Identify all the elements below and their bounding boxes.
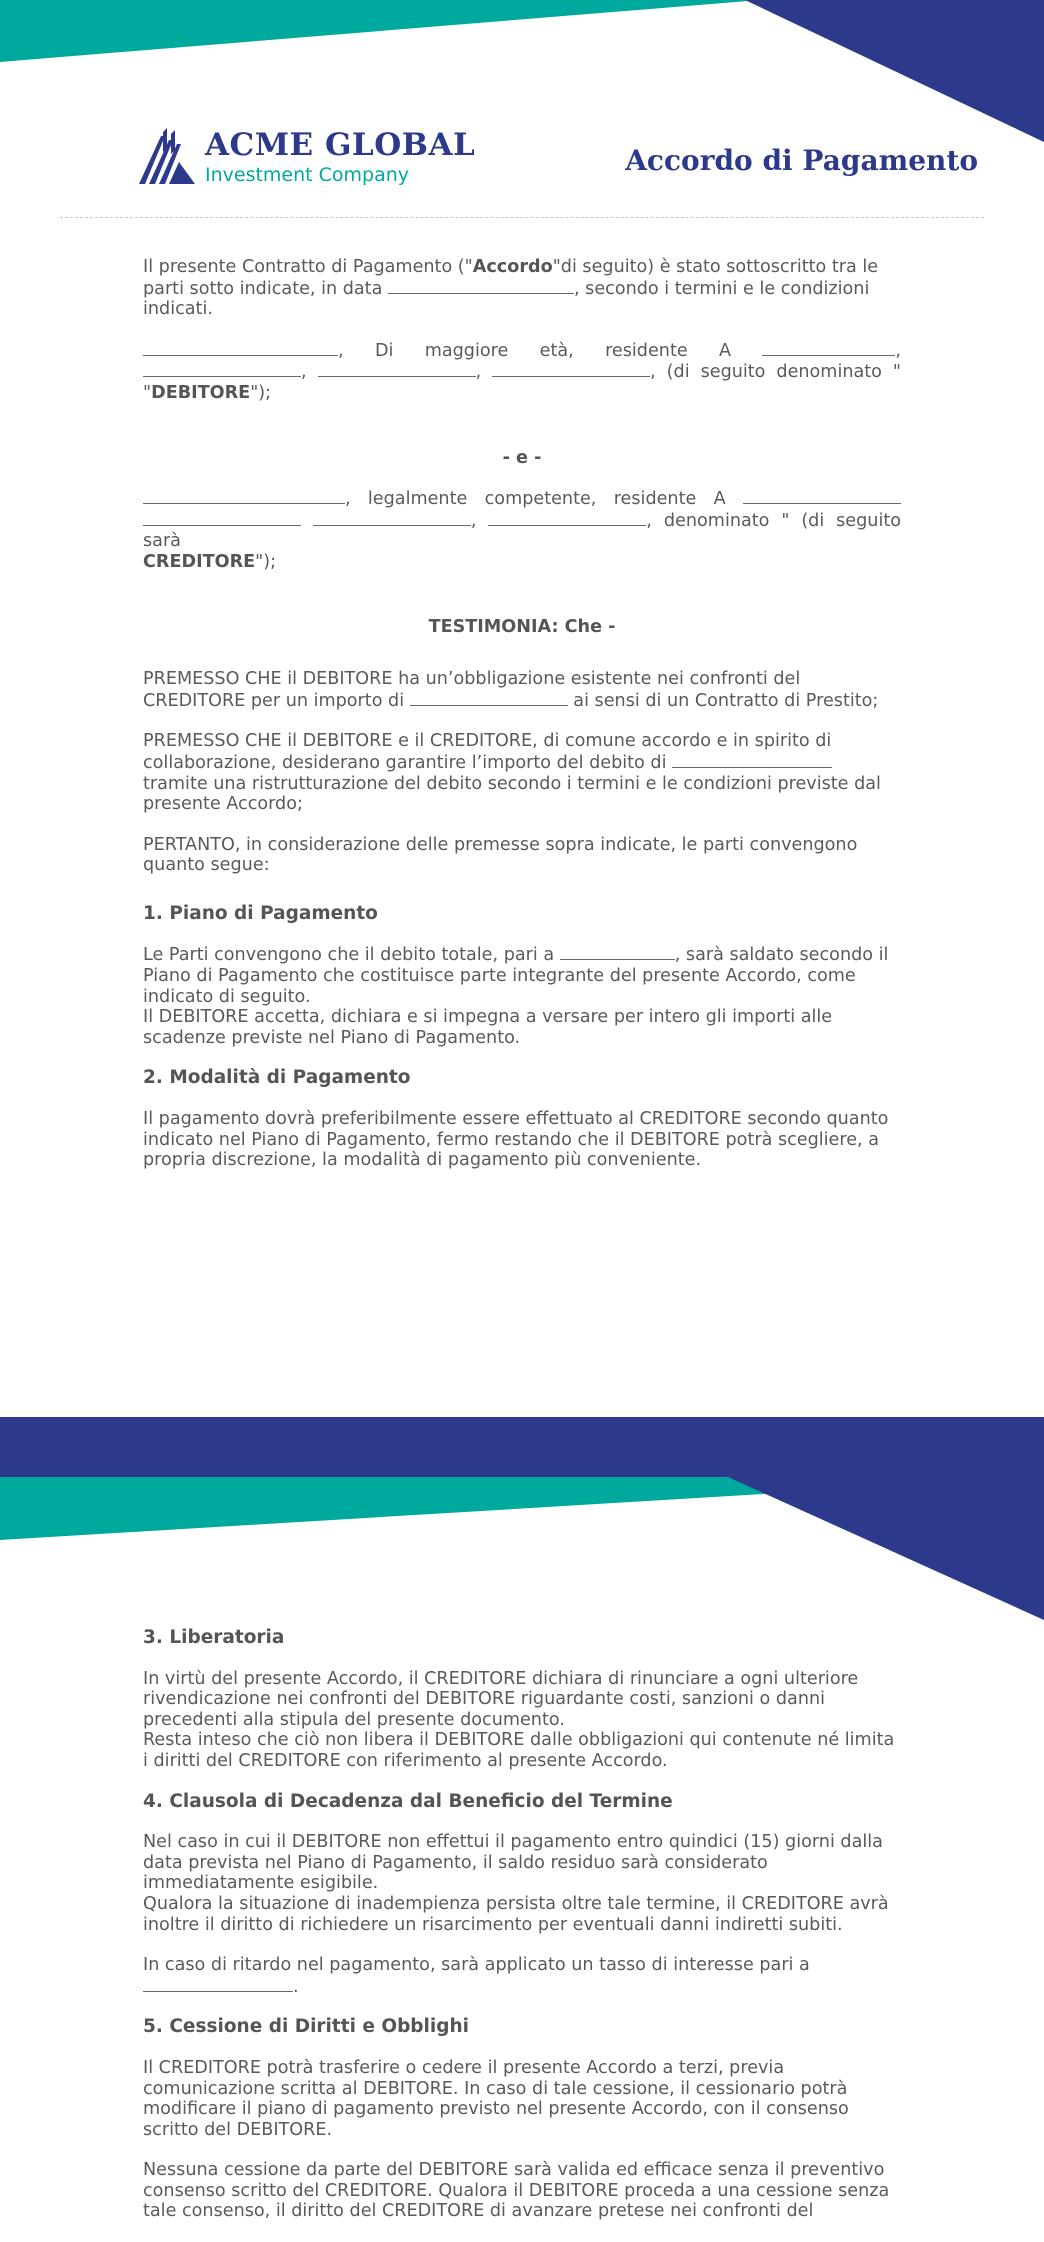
intro-text: , secondo i termini e le condizioni indicati. bbox=[143, 278, 870, 320]
section-4-body bbox=[143, 1832, 901, 1935]
intro-text: "di seguito) è stato sottoscritto tra le parti sotto indicate, in data bbox=[143, 257, 879, 299]
creditor-text: "); bbox=[255, 551, 277, 572]
creditor-address-blank[interactable] bbox=[143, 510, 301, 526]
section-4-title: 4. Clausola di Decadenza dal Beneficio del Termine bbox=[143, 1790, 673, 1812]
intro-accordo: Accordo bbox=[472, 257, 553, 277]
section-text: . bbox=[293, 1976, 299, 1997]
creditor-name-blank[interactable] bbox=[143, 488, 345, 504]
debtor-residence-blank[interactable] bbox=[762, 340, 895, 356]
brand-name: ACME GLOBAL bbox=[205, 127, 476, 163]
section-3-title: 3. Liberatoria bbox=[143, 1627, 285, 1648]
premise-2 bbox=[143, 731, 901, 814]
debtor-text: "); bbox=[250, 382, 272, 403]
section-3-body bbox=[143, 1669, 901, 1772]
premise-1 bbox=[143, 669, 901, 711]
debtor-paragraph: , Di maggiore età, residente A , , , , (di seguito denominato " "DEBITORE"); bbox=[143, 340, 901, 403]
debtor-address-blank[interactable] bbox=[143, 361, 301, 377]
section-1-title: 1. Piano di Pagamento bbox=[143, 902, 378, 924]
section-text: In virtù del presente Accordo, il CREDITORE dichiara di rinunciare a ogni ulteriore rivendicazione nei confronti del DEBITORE riguardante costi, sanzioni o danni precedenti alla stipula del presente documento. bbox=[143, 1668, 859, 1730]
section-2-title: 2. Modalità di Pagamento bbox=[143, 1067, 411, 1089]
section-text: Il DEBITORE accetta, dichiara e si impegna a versare per intero gli importi alle scadenze previste nel Piano di Pagamento. bbox=[143, 1007, 833, 1048]
debtor-name-blank[interactable] bbox=[143, 340, 338, 356]
debtor-label: DEBITORE bbox=[151, 382, 251, 403]
debt-amount-blank[interactable] bbox=[672, 752, 832, 768]
separator: - e - bbox=[502, 447, 542, 468]
section-text: Qualora la situazione di inadempienza persista oltre tale termine, il CREDITORE avrà inoltre il diritto di richiedere un risarcimento per eventuali danni indiretti subiti. bbox=[143, 1893, 889, 1935]
company-logo bbox=[139, 128, 475, 186]
page-2-body bbox=[143, 1628, 901, 2242]
witness-heading: TESTIMONIA: Che - bbox=[428, 616, 616, 637]
creditor-residence-blank[interactable] bbox=[743, 488, 901, 504]
premise-text: PREMESSO CHE il DEBITORE e il CREDITORE, di comune accordo e in spirito di collaborazione, desiderano garantire l’importo del debito di bbox=[143, 731, 832, 773]
section-text: , sarà saldato secondo il Piano di Pagamento che costituisce parte integrante del presente Accordo, come indicato di seguito. bbox=[143, 945, 889, 1007]
creditor-label: CREDITORE bbox=[143, 551, 256, 572]
section-5-title: 5. Cessione di Diritti e Obblighi bbox=[143, 2016, 469, 2038]
section-text: Nel caso in cui il DEBITORE non effettui il pagamento entro quindici (15) giorni dalla data prevista nel Piano di Pagamento, il saldo residuo sarà considerato immediatamente esigibile. bbox=[143, 1832, 883, 1894]
debtor-text: , (di seguito denominato " bbox=[650, 362, 901, 383]
amount-blank[interactable] bbox=[410, 690, 568, 706]
creditor-text: , denominato " (di seguito sarà bbox=[143, 510, 901, 552]
creditor-city-blank[interactable] bbox=[313, 510, 471, 526]
therefore-paragraph: PERTANTO, in considerazione delle premesse sopra indicate, le parti convengono quanto segue: bbox=[143, 834, 858, 876]
creditor-paragraph: , legalmente competente, residente A , , denominato " (di seguito sarà CREDITORE"); bbox=[143, 489, 901, 572]
section-text: Resta inteso che ciò non libera il DEBITORE dalle obbligazioni qui contenute né limita i diritti del CREDITORE con riferimento al presente Accordo. bbox=[143, 1730, 895, 1771]
section-1-body bbox=[143, 944, 901, 1048]
debtor-zip-blank[interactable] bbox=[492, 361, 650, 377]
page-1-body bbox=[143, 257, 901, 1191]
debtor-city-blank[interactable] bbox=[318, 361, 476, 377]
intro-text: Il presente Contratto di Pagamento (" bbox=[143, 257, 473, 277]
debtor-text: , Di maggiore età, residente A bbox=[338, 340, 763, 361]
section-text: In caso di ritardo nel pagamento, sarà applicato un tasso di interesse pari a bbox=[143, 1955, 810, 1976]
brand-subtitle: Investment Company bbox=[205, 164, 410, 186]
creditor-zip-blank[interactable] bbox=[488, 510, 646, 526]
date-blank[interactable] bbox=[388, 278, 574, 294]
section-4-interest bbox=[143, 1955, 901, 1997]
intro-paragraph bbox=[143, 257, 901, 320]
section-5-body-1: Il CREDITORE potrà trasferire o cedere il presente Accordo a terzi, previa comunicazione scritta al DEBITORE. In caso di tale cessione, il cessionario potrà modificare il piano di pagamento previsto nel presente Accordo, con il consenso scritto del DEBITORE. bbox=[143, 2057, 849, 2140]
document-title: Accordo di Pagamento bbox=[625, 144, 978, 177]
premise-text: ai sensi di un Contratto di Prestito; bbox=[567, 690, 879, 711]
section-text: Le Parti convengono che il debito totale, pari a bbox=[143, 945, 560, 966]
premise-text: tramite una ristrutturazione del debito secondo i termini e le condizioni previste dal presente Accordo; bbox=[143, 773, 881, 815]
interest-rate-blank[interactable] bbox=[143, 1976, 293, 1992]
section-5-body-2: Nessuna cessione da parte del DEBITORE sarà valida ed efficace senza il preventivo consenso scritto del CREDITORE. Qualora il DEBITORE proceda a una cessione senza tale consenso, il diritto del CREDITORE di avanzare pretese nei confronti del bbox=[143, 2160, 890, 2222]
section-2-body: Il pagamento dovrà preferibilmente essere effettuato al CREDITORE secondo quanto indicato nel Piano di Pagamento, fermo restando che il DEBITORE potrà scegliere, a propria discrezione, la modalità di pagamento più conveniente. bbox=[143, 1109, 889, 1171]
premise-text: PREMESSO CHE il DEBITORE ha un’obbligazione esistente nei confronti del CREDITORE per un importo di bbox=[143, 669, 801, 711]
header-divider bbox=[60, 217, 984, 218]
creditor-text: , legalmente competente, residente A bbox=[345, 489, 743, 510]
total-debt-blank[interactable] bbox=[560, 944, 675, 960]
logo-mark-icon bbox=[139, 128, 195, 186]
